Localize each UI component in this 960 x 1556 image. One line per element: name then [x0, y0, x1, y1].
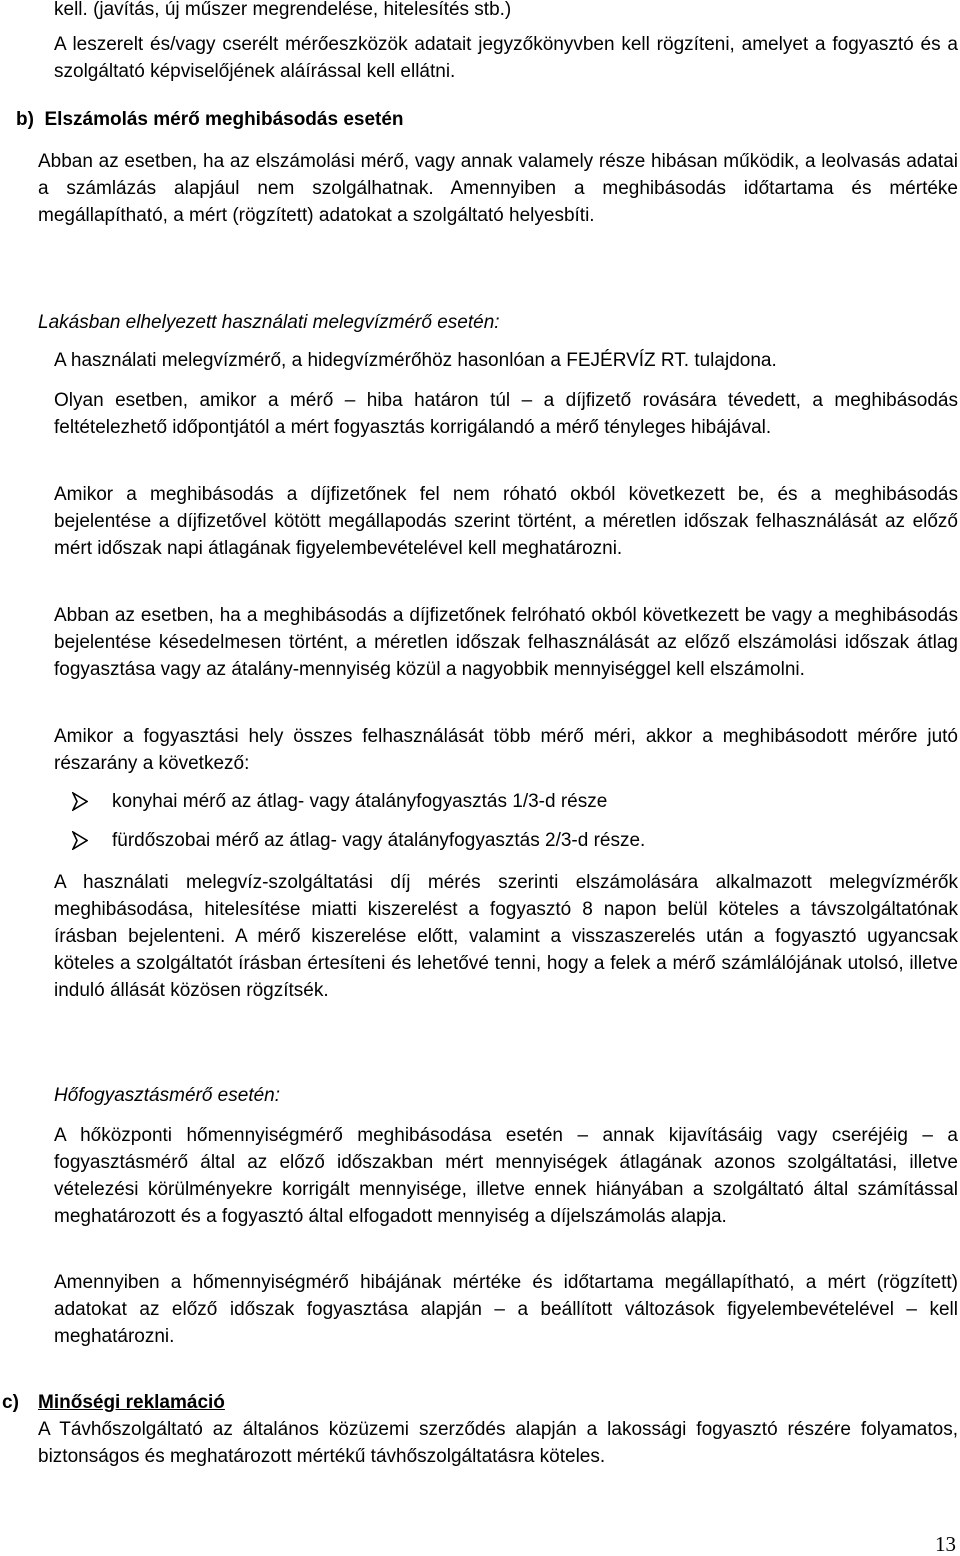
list-item: [72, 827, 952, 854]
section-c-label: c): [2, 1392, 19, 1413]
melegviz-liable-paragraph: Abban az esetben, ha a meghibásodás a díjfizetőnek felróható okból következett be vagy a meghibásodás bejelentése késedelmesen történt, a méretlen időszak felhasználását az előző elszámolási időszak átlag fogyasztása vagy az átalány-mennyiség közül a nagyobbik mennyiséggel kell elszámolni.: [54, 605, 958, 680]
melegviz-multi-meter-paragraph: Amikor a fogyasztási hely összes felhasználását több mérő méri, akkor a meghibásodott mérőre jutó részarány a következő:: [54, 726, 958, 774]
melegviz-subheading: Lakásban elhelyezett használati melegvízmérő esetén:: [38, 312, 500, 333]
melegviz-ownership-paragraph: A használati melegvízmérő, a hidegvízmérőhöz hasonlóan a FEJÉRVÍZ RT. tulajdona.: [54, 350, 777, 371]
arrow-bullet-icon: [72, 792, 88, 811]
page-number: 13: [935, 1532, 956, 1556]
melegviz-removal-paragraph: A használati melegvíz-szolgáltatási díj mérés szerinti elszámolására alkalmazott melegvízmérők meghibásodása, hitelesítése miatti kiszerelést a fogyasztó 8 napon belül köteles a távszolgáltatónak írásban bejelenteni. A mérő kiszerelése előtt, valamint a visszaszerelés után a fogyasztó ugyancsak köteles a szolgáltatót írásban értesíteni és lehetővé tenni, hogy a felek a mérő számlálójának utolsó, illetve induló állását közösen rögzítsék.: [54, 872, 958, 1001]
section-c-heading: Minőségi reklamáció: [38, 1392, 225, 1413]
section-c-paragraph: A Távhőszolgáltató az általános közüzemi szerződés alapján a lakossági fogyasztó részére folyamatos, biztonságos és meghatározott mértékű távhőszolgáltatásra köteles.: [38, 1419, 958, 1467]
hofogyasztas-known-error-paragraph: Amennyiben a hőmennyiségmérő hibájának mértéke és időtartama megállapítható, a mért (rögzített) adatokat az előző időszak fogyasztása alapján – a beállított változások figyelembevételével – kell meghatározni.: [54, 1272, 958, 1347]
intro-line: kell. (javítás, új műszer megrendelése, hitelesítés stb.): [54, 0, 512, 20]
intro-paragraph: A leszerelt és/vagy cserélt mérőeszközök adatait jegyzőkönyvben kell rögzíteni, amelyet a fogyasztó és a szolgáltató képviselőjének aláírással kell ellátni.: [54, 34, 958, 82]
list-item: [72, 788, 952, 815]
arrow-bullet-icon: [72, 831, 88, 850]
melegviz-correction-paragraph: Olyan esetben, amikor a mérő – hiba határon túl – a díjfizető rovására tévedett, a meghibásodás feltételezhető időpontjától a mért fogyasztás korrigálandó a mérő tényleges hibájával.: [54, 390, 958, 438]
section-b-paragraph: Abban az esetben, ha az elszámolási mérő, vagy annak valamely része hibásan működik, a leolvasás adatai a számlázás alapjául nem szolgálhatnak. Amennyiben a meghibásodás időtartama és mértéke megállapítható, a mért (rögzített) adatokat a szolgáltató helyesbíti.: [38, 151, 958, 226]
melegviz-not-liable-paragraph: Amikor a meghibásodás a díjfizetőnek fel nem róható okból következett be, és a meghibásodás bejelentése a díjfizetővel kötött megállapodás szerint történt, a méretlen időszak felhasználását az előző mért időszak napi átlagának figyelembevételével kell meghatározni.: [54, 484, 958, 559]
list-item-text: fürdőszobai mérő az átlag- vagy átalányfogyasztás 2/3-d része.: [112, 830, 646, 851]
list-item-text: konyhai mérő az átlag- vagy átalányfogyasztás 1/3-d része: [112, 791, 608, 812]
hofogyasztas-subheading: Hőfogyasztásmérő esetén:: [54, 1085, 281, 1106]
hofogyasztas-failure-paragraph: A hőközponti hőmennyiségmérő meghibásodása esetén – annak kijavításáig vagy cseréjéig – a fogyasztásmérő által az előző időszakban mért mennyiségek átlagának azonos szolgáltatási, illetve vételezési körülményekre korrigált mennyisége, illetve ennek hiányában a szolgáltató által számítással meghatározott és a fogyasztó által elfogadott mennyiség a díjelszámolás alapja.: [54, 1125, 958, 1227]
section-b-heading: b) Elszámolás mérő meghibásodás esetén: [16, 109, 404, 130]
